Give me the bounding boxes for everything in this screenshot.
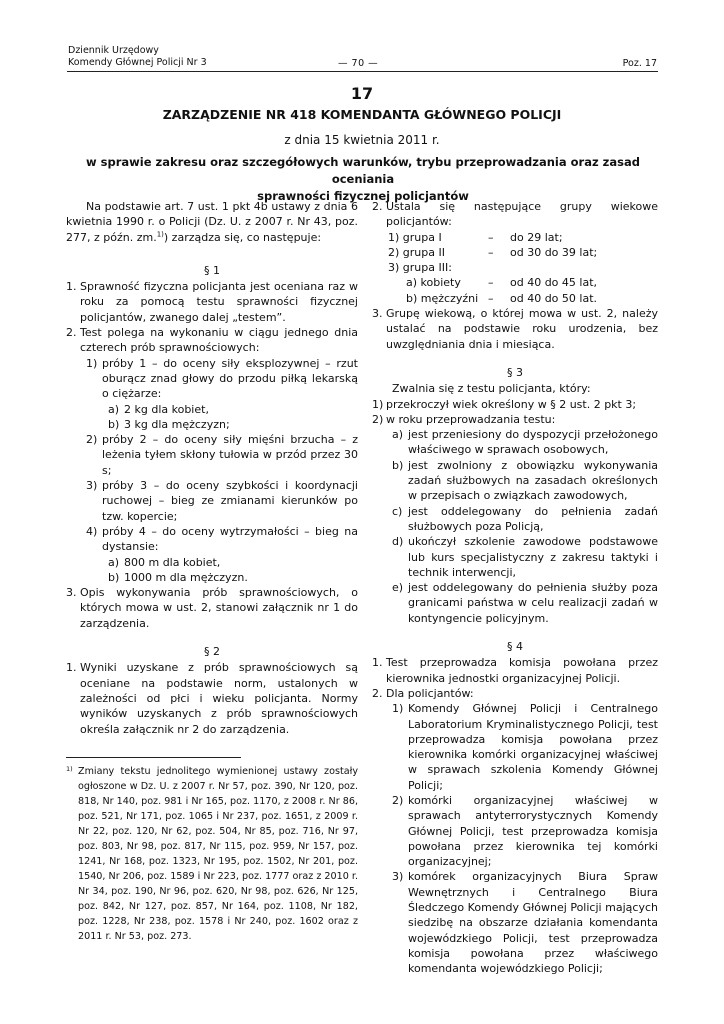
s2-para-3: 3. Grupę wiekową, o której mowa w ust. 2, należy ustalać na podstawie roku urodzenia, bez uwzględniania dnia i miesiąca. — [372, 307, 658, 351]
s4-item-2: 2) komórki organizacyjnej właściwej w sprawach antyterrorystycznych Komendy Głównej Policji, test przeprowadza komisja powołana przez kierownika tej komórki organizacyjnej; — [392, 793, 658, 869]
s1-test-3: 3) próby 3 – do oceny szybkości i koordynacji ruchowej – bieg ze zmianami kierunków po tzw. kopercie; — [86, 479, 358, 523]
s4-item-1: 1) Komendy Głównej Policji i Centralnego Laboratorium Kryminalistycznego Policji, test przeprowadza komisja powołana przez kierownika komórki organizacyjnej właściwej w sprawach szkolenia Komendy Głównej Policji; — [392, 702, 658, 792]
s3-intro: Zwalnia się z testu policjanta, który: — [392, 382, 591, 396]
s3-item-2c: c) jest oddelegowany do pełnienia zadań służbowych poza Policją, — [392, 504, 658, 533]
s1-test-4b: b) 1000 m dla mężczyzn. — [108, 570, 248, 584]
age-group-3-men: b) mężczyźni – od 40 do 50 lat. — [406, 291, 598, 305]
s3-item-2a: a) jest przeniesiony do dyspozycji przełożonego właściwego w sprawach osobowych, — [392, 428, 658, 457]
document-subject — [70, 154, 656, 205]
s1-test-4: 4) próby 4 – do oceny wytrzymałości – bieg na dystansie: — [86, 524, 358, 554]
s4-item-3: 3) komórek organizacyjnych Biura Spraw Wewnętrznych i Centralnego Biura Śledczego Komendy Głównej Policji mających siedzibę na obszarze działania komendanta wojewódzkiego Policji, test przeprowadza komisja powołana przez właściwego komendanta wojewódzkiego Policji; — [392, 870, 658, 976]
s4-para-1: 1. Test przeprowadza komisja powołana przez kierownika jednostki organizacyjnej Policji. — [372, 656, 658, 685]
section-heading-4: § 4 — [507, 640, 523, 654]
section-heading-2: § 2 — [204, 645, 220, 659]
s3-item-2e: e) jest oddelegowany do pełnienia służby poza granicami państwa w celu realizacji zadań w kontyngencie policyjnym. — [392, 581, 658, 625]
section-heading-1: § 1 — [204, 263, 220, 277]
footnote: 1) Zmiany tekstu jednolitego wymienionej ustawy zostały ogłoszone w Dz. U. z 2007 r. Nr 57, poz. 390, Nr 120, poz. 818, Nr 140, poz. 981 i Nr 165, poz. 1170, z 2008 r. Nr 86, poz. 521, Nr 171, poz. 1065 i Nr 237, poz. 1651, z 2009 r. Nr 22, poz. 120, Nr 62, poz. 504, Nr 85, poz. 716, Nr 97, poz. 803, Nr 98, poz. 817, Nr 115, poz. 959, Nr 157, poz. 1241, Nr 168, poz. 1323, Nr 195, poz. 1502, Nr 201, poz. 1540, Nr 206, poz. 1589 i Nr 223, poz. 1777 oraz z 2010 r. Nr 34, poz. 190, Nr 96, poz. 620, Nr 98, poz. 626, Nr 125, poz. 842, Nr 127, poz. 857, Nr 164, poz. 1108, Nr 182, poz. 1228, Nr 238, poz. 1578 i Nr 240, poz. 1602 oraz z 2011 r. Nr 53, poz. 273. — [66, 764, 358, 942]
s4-para-2: 2. Dla policjantów: — [372, 686, 474, 700]
s3-item-2b: b) jest zwolniony z obowiązku wykonywania zadań służbowych na zasadach określonych w przepisach o związkach zawodowych, — [392, 458, 658, 503]
left-column — [66, 199, 358, 944]
footnote-divider — [66, 757, 241, 758]
age-group-3-women: a) kobiety – od 40 do 45 lat, — [406, 276, 598, 290]
s1-test-2: 2) próby 2 – do oceny siły mięśni brzucha – z leżenia tyłem skłony tułowia w przód przez 30 s; — [86, 433, 358, 477]
s3-item-1: 1) przekroczył wiek określony w § 2 ust. 2 pkt 3; — [372, 397, 637, 411]
s1-para-3: 3. Opis wykonywania prób sprawnościowych, o których mowa w ust. 2, stanowi załącznik nr 1 do zarządzenia. — [66, 586, 358, 630]
s3-item-2: 2) w roku przeprowadzania testu: — [372, 412, 556, 426]
age-group-1: 1) grupa I – do 29 lat; — [388, 230, 563, 244]
s3-item-2d: d) ukończył szkolenie zawodowe podstawowe lub kurs specjalistyczny z zakresu taktyki i technik interwencji, — [392, 535, 658, 579]
subject-line-1: w sprawie zakresu oraz szczegółowych warunków, trybu przeprowadzania oraz zasad oceniania — [86, 155, 640, 186]
s1-para-2: 2. Test polega na wykonaniu w ciągu jednego dnia czterech prób sprawnościowych: — [66, 326, 358, 355]
document-date: z dnia 15 kwietnia 2011 r. — [284, 133, 440, 147]
page-number: — 70 — — [338, 58, 379, 69]
s1-test-1a: a) 2 kg dla kobiet, — [108, 402, 209, 416]
position-number: Poz. 17 — [622, 58, 657, 69]
header-divider — [67, 71, 658, 72]
s1-test-4a: a) 800 m dla kobiet, — [108, 555, 221, 569]
preamble: Na podstawie art. 7 ust. 1 pkt 4b ustawy z dnia 6 kwietnia 1990 r. o Policji (Dz. U. z 2007 r. Nr 43, poz. 277, z późn. zm.$^{1)}$) zarządza się, co następuje: — [66, 200, 358, 244]
publication-issue: Komendy Głównej Policji Nr 3 — [68, 57, 207, 68]
section-heading-3: § 3 — [507, 365, 523, 379]
right-column — [372, 199, 658, 977]
age-group-3: 3) grupa III: — [388, 261, 452, 275]
s1-test-1b: b) 3 kg dla mężczyzn; — [108, 417, 230, 431]
running-header-publication — [68, 45, 207, 69]
age-group-2: 2) grupa II – od 30 do 39 lat; — [388, 245, 598, 259]
footnote-reference[interactable]: 1) — [156, 229, 164, 238]
document-title: ZARZĄDZENIE NR 418 KOMENDANTA GŁÓWNEGO POLICJI — [162, 107, 562, 122]
publication-name: Dziennik Urzędowy — [68, 45, 159, 56]
s1-test-1: 1) próby 1 – do oceny siły eksplozywnej – rzut oburącz znad głowy do przodu piłką lekarską o ciężarze: — [86, 356, 358, 401]
s2-para-1: 1. Wyniki uzyskane z prób sprawnościowych są oceniane na podstawie norm, ustalonych w zależności od płci i wieku policjanta. Normy wyników uzyskanych z prób sprawnościowych określa załącznik nr 2 do zarządzenia. — [66, 661, 358, 736]
s2-para-2: 2. Ustala się następujące grupy wiekowe policjantów: — [372, 200, 658, 229]
document-number: 17 — [350, 84, 374, 103]
subject-line-2: sprawności fizycznej policjantów — [257, 189, 469, 203]
s1-para-1: 1. Sprawność fizyczna policjanta jest oceniana raz w roku za pomocą testu sprawności fizycznej policjantów, zwanego dalej „testem”. — [66, 280, 358, 324]
